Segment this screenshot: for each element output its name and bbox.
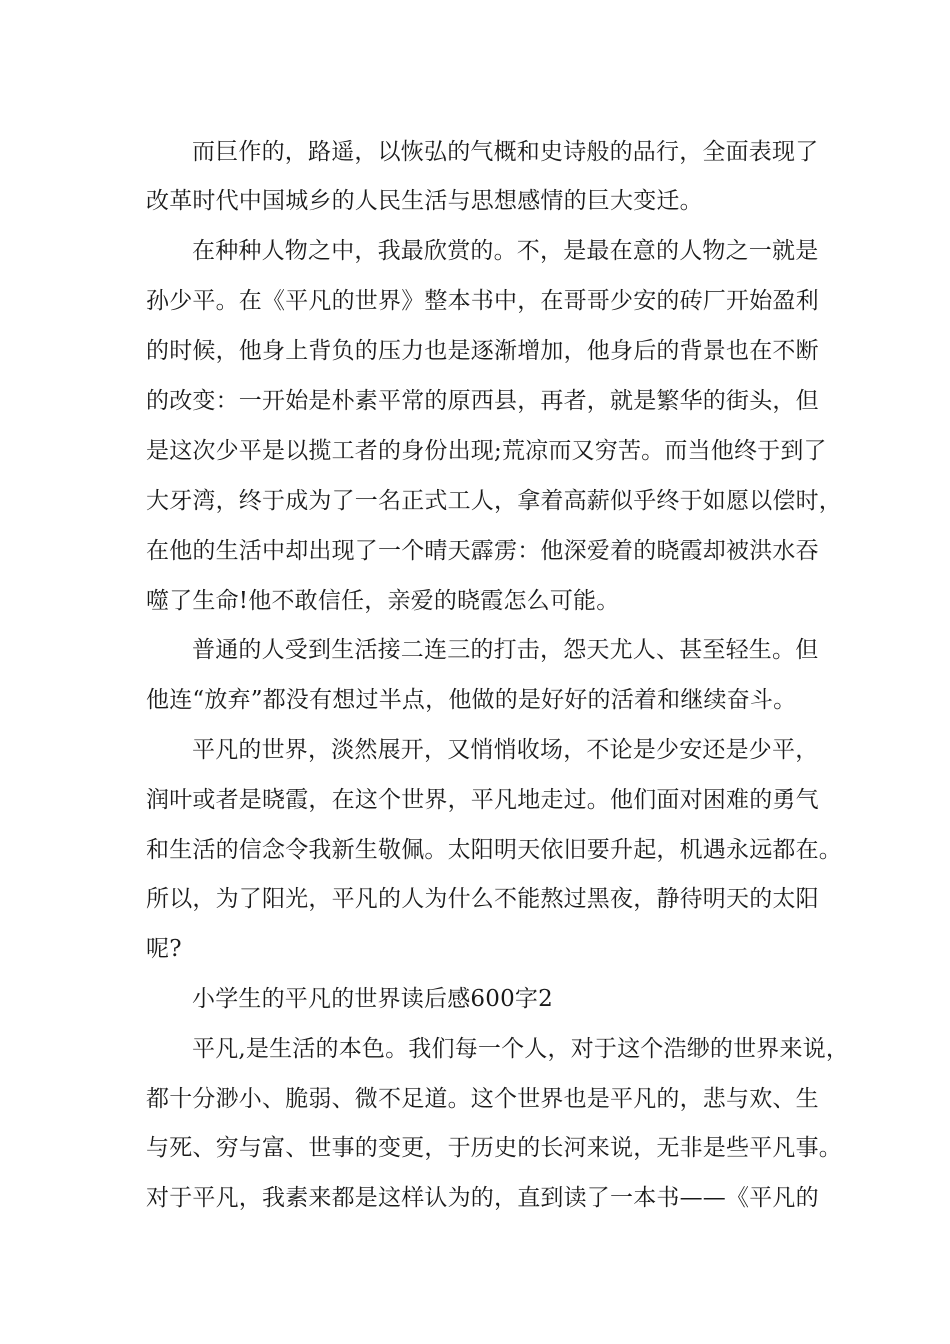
paragraph-line: 和生活的信念令我新生敬佩。太阳明天依旧要升起，机遇永远都在。 <box>146 837 842 863</box>
paragraph-line: 是这次少平是以揽工者的身份出现;荒凉而又穷苦。而当他终于到了 <box>146 438 827 464</box>
paragraph-line: 的时候，他身上背负的压力也是逐渐增加，他身后的背景也在不断 <box>146 338 819 364</box>
paragraph-line: 所以，为了阳光，平凡的人为什么不能熬过黑夜，静待明天的太阳 <box>146 886 819 912</box>
paragraph-line: 与死、穷与富、世事的变更，于历史的长河来说，无非是些平凡事。 <box>146 1135 842 1161</box>
paragraph-line: 他连“放弃”都没有想过半点，他做的是好好的活着和继续奋斗。 <box>146 687 797 713</box>
section-heading: 小学生的平凡的世界读后感600字2 <box>192 986 553 1012</box>
paragraph-line: 大牙湾，终于成为了一名正式工人，拿着高薪似乎终于如愿以偿时， <box>146 488 842 514</box>
paragraph-line: 对于平凡，我素来都是这样认为的，直到读了一本书——《平凡的 <box>146 1185 819 1211</box>
paragraph-line: 润叶或者是晓霞，在这个世界，平凡地走过。他们面对困难的勇气 <box>146 787 819 813</box>
paragraph-line: 呢? <box>146 936 182 962</box>
paragraph-line: 噬了生命!他不敢信任，亲爱的晓霞怎么可能。 <box>146 588 620 614</box>
paragraph-line: 改革时代中国城乡的人民生活与思想感情的巨大变迁。 <box>146 188 703 214</box>
paragraph-line: 在他的生活中却出现了一个晴天霹雳：他深爱着的晓霞却被洪水吞 <box>146 538 819 564</box>
paragraph-line: 都十分渺小、脆弱、微不足道。这个世界也是平凡的，悲与欢、生 <box>146 1086 819 1112</box>
paragraph-line: 孙少平。在《平凡的世界》整本书中，在哥哥少安的砖厂开始盈利 <box>146 288 819 314</box>
paragraph-line: 的改变：一开始是朴素平常的原西县，再者，就是繁华的街头，但 <box>146 388 819 414</box>
paragraph-line: 平凡的世界，淡然展开，又悄悄收场，不论是少安还是少平， <box>192 737 819 763</box>
paragraph-line: 而巨作的，路遥，以恢弘的气概和史诗般的品行，全面表现了 <box>192 139 819 165</box>
paragraph-line: 在种种人物之中，我最欣赏的。不，是最在意的人物之一就是 <box>192 238 819 264</box>
paragraph-line: 平凡,是生活的本色。我们每一个人，对于这个浩缈的世界来说， <box>192 1036 850 1062</box>
paragraph-line: 普通的人受到生活接二连三的打击，怨天尤人、甚至轻生。但 <box>192 637 819 663</box>
